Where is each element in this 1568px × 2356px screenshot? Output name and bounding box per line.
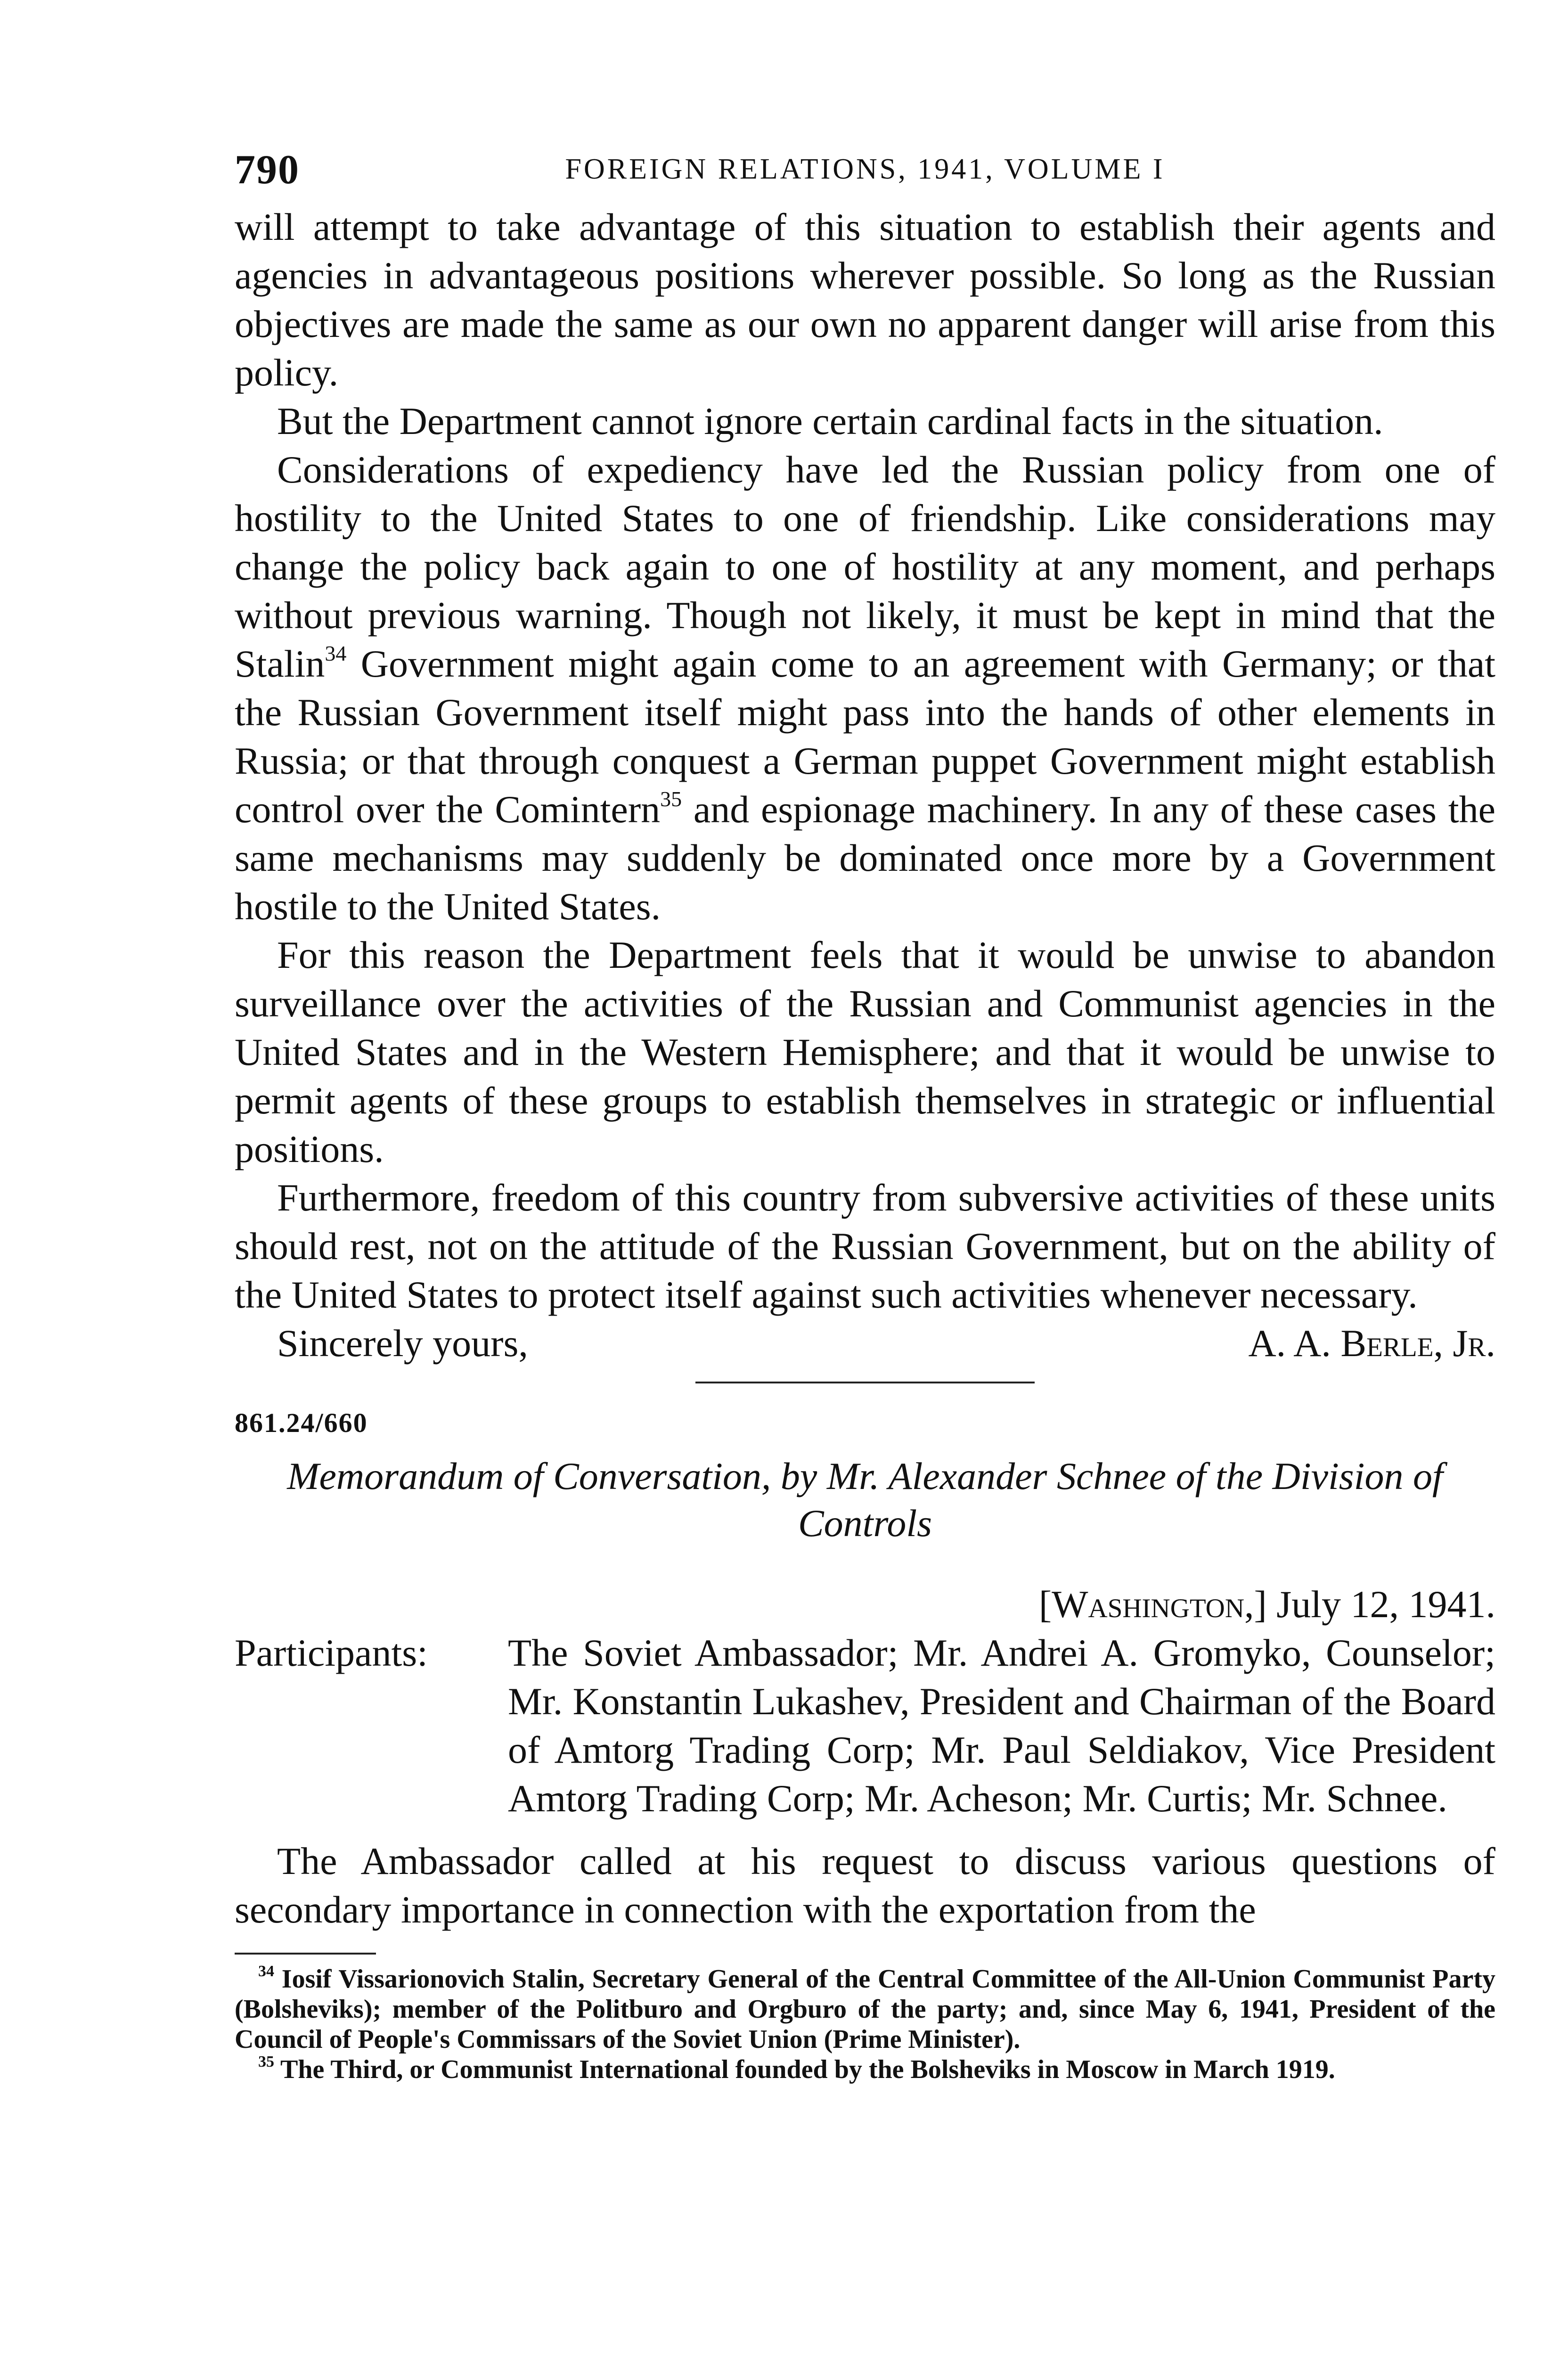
letter-paragraph-3	[235, 445, 1495, 931]
footnotes	[235, 1964, 1495, 2085]
footnote-34	[235, 1964, 1495, 2054]
footnote-35-text: The Third, or Communist International founded by the Bolsheviks in Moscow in March 1919.	[274, 2055, 1335, 2084]
dateline	[235, 1580, 1495, 1628]
footnote-34-text: Iosif Vissarionovich Stalin, Secretary General of the Central Committee of the All-Union Communist Party (Bolsheviks); member of the Politburo and Orgburo of the party; and, since May 6, 1941, President of the Council of People's Commissars of the Soviet Union (Prime Minister).	[235, 1964, 1495, 2054]
dateline-date: July 12, 1941.	[1266, 1583, 1495, 1626]
letter-paragraph-5: Furthermore, freedom of this country from subversive activities of these units should rest, not on the attitude of the Russian Government, but on the ability of the United States to protect itself against such activities whenever necessary.	[235, 1176, 1495, 1316]
letter-body	[235, 203, 1495, 1319]
footnote-ref-35[interactable]: 35	[660, 786, 682, 811]
document-page	[235, 141, 1495, 2085]
footnote-divider	[235, 1953, 376, 1955]
footnote-35	[235, 2054, 1495, 2085]
running-head: FOREIGN RELATIONS, 1941, VOLUME I	[565, 153, 1165, 185]
dateline-place: [Washington,]	[1038, 1583, 1267, 1626]
complimentary-close: Sincerely yours,	[277, 1322, 528, 1365]
file-number: 861.24/660	[235, 1407, 368, 1438]
letter-closing-row	[235, 1319, 1495, 1367]
letter-paragraph-3-part-b: Government might again come to an agreement with Germany; or that the Russian Government itself might pass into the hands of other elements in Russia; or that through conquest a German puppet Government might establish control over the Comintern	[235, 642, 1495, 831]
letter-paragraph-4: For this reason the Department feels that it would be unwise to abandon surveillance over the activities of the Russian and Communist agencies in the United States and in the Western Hemisphere; and that it would be unwise to permit agents of these groups to establish themselves in strategic or influential positions.	[235, 933, 1495, 1170]
section-divider	[695, 1382, 1035, 1383]
letter-paragraph-1: will attempt to take advantage of this situation to establish their agents and agencies in advantageous positions wherever possible. So long as the Russian objectives are made the same as our own no apparent danger will arise from this policy.	[235, 205, 1495, 394]
footnote-35-number: 35	[258, 2053, 274, 2071]
participants-list: The Soviet Ambassador; Mr. Andrei A. Gromyko, Counselor; Mr. Konstantin Lukashev, President and Chairman of the Board of Amtorg Trading Corp; Mr. Paul Seldiakov, Vice President Amtorg Trading Corp; Mr. Acheson; Mr. Curtis; Mr. Schnee.	[508, 1631, 1495, 1820]
letter-paragraph-3-part-c: and espionage machinery. In any of these cases the same mechanisms may suddenly be dominated once more by a Government hostile to the United States.	[235, 788, 1496, 928]
signature-name: Berle, Jr.	[1340, 1322, 1495, 1365]
footnote-34-number: 34	[258, 1963, 274, 1980]
page-header	[235, 141, 1495, 193]
participants-label: Participants:	[235, 1631, 428, 1674]
page-number: 790	[235, 147, 300, 193]
letter-paragraph-2: But the Department cannot ignore certain cardinal facts in the situation.	[277, 400, 1383, 442]
memorandum-title: Memorandum of Conversation, by Mr. Alexander Schnee of the Division of Controls	[287, 1455, 1443, 1545]
participants-block	[235, 1628, 1495, 1823]
memorandum-body	[235, 1837, 1495, 1934]
footnote-ref-34[interactable]: 34	[325, 641, 347, 665]
letter-paragraph-3-part-a: Considerations of expediency have led the Russian policy from one of hostility to the United States to one of friendship. Like considerations may change the policy back again to one of hostility at any moment, and perhaps without previous warning. Though not likely, it must be kept in mind that the Stalin	[235, 448, 1495, 685]
signature	[1248, 1319, 1495, 1367]
signature-initials: A. A.	[1248, 1322, 1341, 1365]
memorandum-paragraph-1: The Ambassador called at his request to discuss various questions of secondary importance in connection with the exportation from the	[235, 1840, 1495, 1931]
